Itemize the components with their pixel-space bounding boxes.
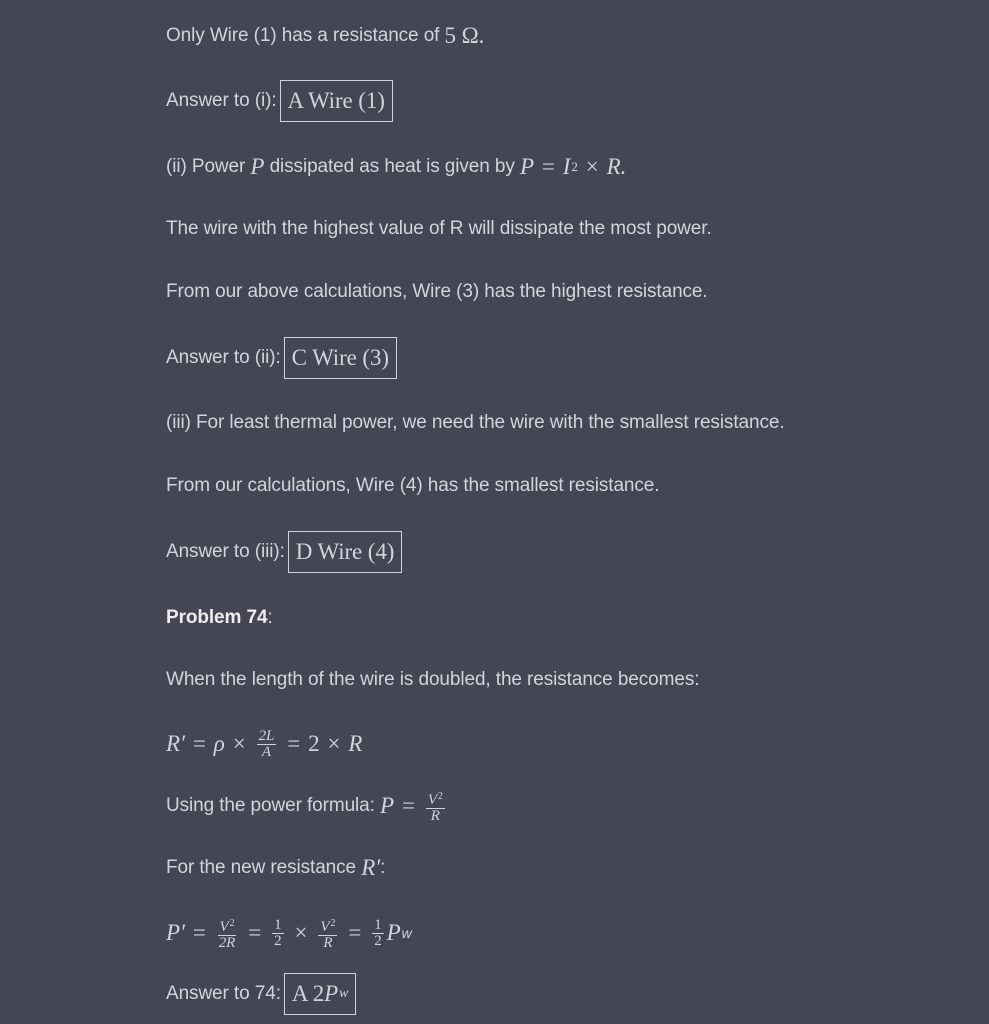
- eq1-r: R: [348, 731, 363, 756]
- eq1-equals: =: [192, 731, 206, 756]
- power-statement: [166, 145, 626, 189]
- eq1-equals-2: =: [287, 731, 301, 756]
- eq2-fraction-1: $\frac{V^2}{2R}$: [218, 917, 236, 951]
- statement-wire1: [166, 14, 484, 58]
- new-resistance-text: For the new resistance: [166, 857, 356, 878]
- power-times: ×: [585, 154, 599, 179]
- statement-wire4: From our calculations, Wire (4) has the smallest resistance.: [166, 475, 660, 496]
- eq2-times: ×: [294, 920, 308, 945]
- answer-i-row: [166, 79, 393, 123]
- statement-wire3: From our above calculations, Wire (3) has the highest resistance.: [166, 281, 708, 302]
- eq1-fraction: [257, 729, 277, 760]
- answer-iii-row: [166, 530, 402, 574]
- problem-title: Problem 74: [166, 607, 268, 628]
- eq2-equals-2: =: [248, 920, 262, 945]
- power-new-equation: [166, 908, 412, 958]
- eq2-fraction-2: $\frac{1}{2}$: [274, 916, 282, 949]
- statement-highest: The wire with the highest value of R will dissipate the most power.: [166, 218, 712, 239]
- resistance-value: 5 Ω.: [444, 23, 485, 48]
- answer-74-box: A 2 P w: [284, 973, 357, 1015]
- eq2-fraction-4: $\frac{1}{2}$: [374, 916, 382, 949]
- eq2-equals: =: [192, 920, 206, 945]
- power-formula-p: P: [380, 793, 394, 818]
- power-eq-p: P: [519, 154, 534, 179]
- answer-74-label: Answer to 74:: [166, 983, 281, 1004]
- eq1-two: 2: [308, 731, 320, 756]
- eq1-times-2: ×: [327, 731, 341, 756]
- answer-ii-box: C Wire (3): [284, 337, 397, 379]
- statement-least: (iii) For least thermal power, we need the wire with the smallest resistance.: [166, 412, 785, 433]
- eq1-times: ×: [232, 731, 246, 756]
- power-formula-row: [166, 782, 448, 830]
- answer-74-row: [166, 972, 356, 1016]
- new-resistance-colon: :: [380, 857, 386, 878]
- power-formula-numerator: $V^2$: [427, 790, 443, 808]
- answer-i-box: A Wire (1): [280, 80, 393, 122]
- problem-heading: [166, 596, 273, 640]
- problem-colon: :: [267, 607, 273, 628]
- power-var-p: P: [250, 154, 265, 179]
- new-resistance-row: [166, 846, 385, 890]
- resistance-equation: [166, 720, 362, 768]
- power-exp: 2: [571, 159, 578, 174]
- eq2-lhs: P′: [166, 920, 185, 945]
- answer-ii-row: [166, 336, 397, 380]
- eq1-numerator: 2L: [258, 727, 275, 744]
- statement-wire1-text: Only Wire (1) has a resistance of: [166, 25, 440, 46]
- power-formula-denominator: R: [430, 807, 440, 824]
- new-resistance-var: R′: [361, 855, 381, 880]
- eq2-pw-sub: w: [401, 925, 412, 941]
- statement-doubled: When the length of the wire is doubled, the resistance becomes:: [166, 669, 700, 690]
- power-eq-equals: =: [541, 154, 555, 179]
- power-eq-r: R.: [606, 154, 627, 179]
- answer-ii-label: Answer to (ii):: [166, 347, 281, 368]
- eq1-lhs: R′: [166, 731, 185, 756]
- power-text-a: (ii) Power: [166, 156, 246, 177]
- eq1-denominator: A: [261, 743, 271, 760]
- power-formula-fraction: [426, 789, 445, 824]
- eq1-rho: ρ: [213, 731, 225, 756]
- eq2-fraction-3: $\frac{V^2}{R}$: [320, 917, 336, 951]
- answer-iii-box: D Wire (4): [288, 531, 403, 573]
- power-formula-equals: =: [401, 793, 415, 818]
- power-text-b: dissipated as heat is given by: [269, 156, 515, 177]
- answer-iii-label: Answer to (iii):: [166, 541, 285, 562]
- power-eq-i: I: [562, 154, 571, 179]
- answer-i-label: Answer to (i):: [166, 90, 277, 111]
- eq2-equals-3: =: [348, 920, 362, 945]
- power-formula-text: Using the power formula:: [166, 795, 375, 816]
- eq2-pw: P: [386, 920, 401, 945]
